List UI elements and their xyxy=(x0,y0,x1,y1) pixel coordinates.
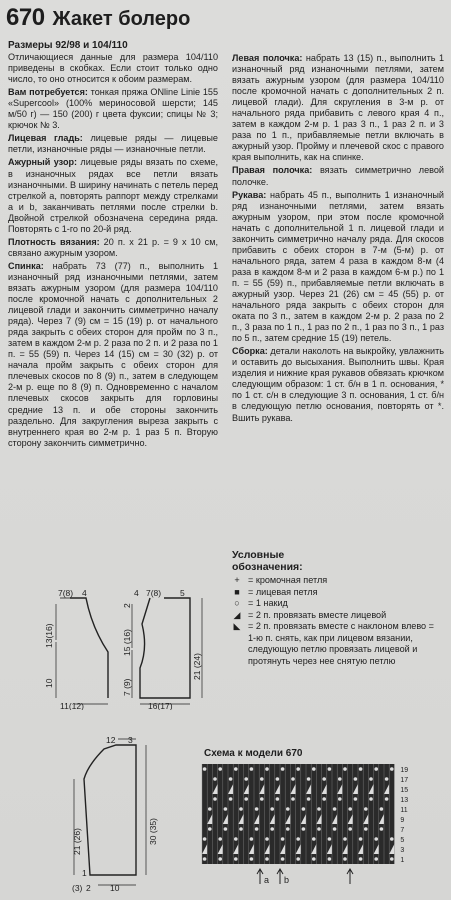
chart-yarn-over xyxy=(385,777,389,781)
legend-text: = кромочная петля xyxy=(248,575,328,585)
legend-text: = лицевая петля xyxy=(248,586,318,597)
chart-row-number: 19 xyxy=(400,767,409,774)
chart-yarn-over xyxy=(312,837,316,841)
chart-yarn-over xyxy=(265,857,269,861)
knitting-chart xyxy=(200,762,422,890)
chart-yarn-over xyxy=(244,797,248,801)
chart-row-number: 17 xyxy=(400,777,409,784)
article-header xyxy=(6,4,190,30)
chart-yarn-over xyxy=(250,857,254,861)
label-front-neck: 4 xyxy=(134,588,139,598)
chart-yarn-over xyxy=(390,767,394,771)
chart-yarn-over xyxy=(312,857,316,861)
chart-yarn-over xyxy=(265,837,269,841)
legend-text: = 2 п. провязать вместе лицевой xyxy=(248,609,387,620)
chart-yarn-over xyxy=(244,777,248,781)
back-piece-outline xyxy=(70,598,108,698)
paragraph-body: набрать 13 (15) п., выполнить 1 изнаночный ряд изнаночными петлями, затем вязать ажурным узором (для размера 104/110 после кромочной начать с дополнительных 2 п. лицевой глади). Для скругления в 3-м р. от начального ряда прибавить с левого края 4 п., затем в каждом 2-м р. 1 раз 3 п., 1 раз 2 п. и 3 раза по 1 п., прибавляемые петли включать в ажурный узор. Пройму и плечевой скос с правого края выполнить, как на спинке. xyxy=(232,53,445,163)
legend-item xyxy=(232,587,444,599)
label-back-height-lower: 10 xyxy=(44,678,54,688)
legend-symbol: ○ xyxy=(234,598,240,608)
chart-yarn-over xyxy=(302,807,306,811)
paragraph-lead: Рукава: xyxy=(232,189,267,200)
legend-symbol: ◢ xyxy=(233,609,241,620)
chart-yarn-over xyxy=(213,797,217,801)
chart-yarn-over xyxy=(224,807,228,811)
chart-row-number: 5 xyxy=(400,837,405,844)
paragraph-lead: Лицевая гладь: xyxy=(8,133,83,144)
label-sleeve-width: 10 xyxy=(110,883,120,893)
chart-row-number: 1 xyxy=(400,857,405,864)
chart-yarn-over xyxy=(333,807,337,811)
chart-yarn-over xyxy=(234,837,238,841)
legend-item xyxy=(232,621,444,667)
chart-row-number: 11 xyxy=(400,807,408,814)
chart-yarn-over xyxy=(364,807,368,811)
model-number: 670 xyxy=(6,4,45,31)
chart-yarn-over xyxy=(291,777,295,781)
chart-yarn-over xyxy=(296,837,300,841)
chart-yarn-over xyxy=(359,837,363,841)
legend-text: = 2 п. провязать вместе с наклоном влево = 1-ю п. снять, как при лицевом вязании, следующую петлю провязать лицевой и протянуть через нее снятую петлю xyxy=(248,621,434,666)
chart-yarn-over xyxy=(203,837,207,841)
legend xyxy=(232,549,444,667)
legend-title-line1: Условные xyxy=(232,549,285,561)
label-sleeve-bottom-a: (3) xyxy=(72,883,83,893)
chart-yarn-over xyxy=(270,827,274,831)
chart-yarn-over xyxy=(203,767,207,771)
paragraph-body: вязать симметрично левой полочке. xyxy=(232,165,444,187)
paragraph-body: детали наколоть на выкройку, увлажнить и оставить до высыхания. Выполнить швы. Края изделия и нижние края рукавов обвязать крючком следующим образом: 1 ст. б/н в 1 п. основания, * по 1 ст. с/н в следующие 3 п. основания, 1 ст. б/н в следующую петлю основания, повторять от *. Вшить рукава. xyxy=(232,346,445,423)
paragraph xyxy=(232,346,444,423)
chart-yarn-over xyxy=(348,807,352,811)
chart-yarn-over xyxy=(255,807,259,811)
legend-item xyxy=(232,575,444,587)
chart-yarn-over xyxy=(229,797,233,801)
label-front-shoulder: 7(8) xyxy=(146,588,162,598)
chart-yarn-over xyxy=(374,837,378,841)
sleeve-outline xyxy=(84,745,136,875)
chart-yarn-over xyxy=(343,857,347,861)
label-front-lower: 7 (9) xyxy=(122,678,132,696)
chart-arrow-label: b xyxy=(284,875,290,885)
chart-yarn-over xyxy=(328,837,332,841)
chart-yarn-over xyxy=(312,767,316,771)
chart-yarn-over xyxy=(260,797,264,801)
chart-yarn-over xyxy=(328,767,332,771)
paragraph-body: набрать 45 п., выполнить 1 изнаночный ряд изнаночными петлями, затем вязать ажурным узором, при этом после кромочной начать с дополнительной 1 п. лицевой глади и закончить симметрично началу ряда. Для скосов прибавить с обеих сторон в 7-м (5-м) р. от начального ряда, затем 4 раза в каждом 8-м (4 раза в каждом 8-м и 2 раза в каждом 6-м р.) по 1 п. = 55 (59) п., прибавляемые петли включать в ажурный узор. Через 21 (26) см = 45 (55) р. от начального ряда закрыть с обеих сторон для оката по 3 п., затем в каждом 2-м р. 2 раза по 2 п., 3 раза по 1 п., 1 раз по 2 п., 1 раз по 3 п., 1 раз по 5 п., затем средние 15 (19) петель. xyxy=(232,189,444,344)
legend-symbol: + xyxy=(234,575,240,585)
chart-yarn-over xyxy=(239,807,243,811)
chart-yarn-over xyxy=(307,777,311,781)
chart-repeat-arrow xyxy=(257,869,263,884)
chart-yarn-over xyxy=(276,797,280,801)
paragraph xyxy=(8,133,218,155)
paragraph-body: лицевые ряды вязать по схеме, в изнаночных рядах все петли вязать изнаночными. В ширину начинать с петель перед стрелкой а, повторять раппорт между стрелками а и b, заканчивать петлями после стрелки b. Двойной стрелкой обозначена середина ряда. Повторять с 1-го по 20-й ряд. xyxy=(8,157,218,234)
chart-yarn-over xyxy=(359,767,363,771)
label-front-top: 5 xyxy=(180,588,185,598)
legend-text: = 1 накид xyxy=(248,598,288,608)
chart-row-number: 13 xyxy=(400,797,409,804)
chart-yarn-over xyxy=(276,777,280,781)
paragraph-body: тонкая пряжа ONline Linie 155 «Supercool» (100% мериносовой шерсти; 145 м/50 г) — 150 (200) г цвета фуксии; спицы № 3; крючок № 3. xyxy=(8,87,219,131)
chart-yarn-over xyxy=(281,837,285,841)
chart-row-number: 3 xyxy=(400,847,405,854)
chart-yarn-over xyxy=(218,857,222,861)
chart-yarn-over xyxy=(328,857,332,861)
label-sleeve-side: 21 (26) xyxy=(72,828,82,855)
sizes-heading: Размеры 92/98 и 104/110 xyxy=(8,40,128,51)
chart-yarn-over xyxy=(369,777,373,781)
paragraph-body: 20 п. х 21 р. = 9 х 10 см, связано ажурным узором. xyxy=(8,236,218,258)
chart-yarn-over xyxy=(390,857,394,861)
label-front-height: 21 (24) xyxy=(192,653,202,680)
chart-yarn-over xyxy=(322,777,326,781)
chart-yarn-over xyxy=(359,857,363,861)
paragraph-lead: Левая полочка: xyxy=(232,53,303,63)
chart-yarn-over xyxy=(354,797,358,801)
paragraph-lead: Спинка: xyxy=(8,260,44,271)
paragraph-lead: Сборка: xyxy=(232,346,268,357)
label-sleeve-bottom-b: 2 xyxy=(86,883,91,893)
chart-yarn-over xyxy=(224,827,228,831)
chart-yarn-over xyxy=(286,807,290,811)
article-title: Жакет болеро xyxy=(52,8,191,30)
chart-yarn-over xyxy=(255,827,259,831)
label-sleeve-top2: 3 xyxy=(128,735,133,745)
chart-yarn-over xyxy=(213,777,217,781)
chart-yarn-over xyxy=(260,777,264,781)
paragraph-lead: Плотность вязания: xyxy=(8,236,100,247)
chart-yarn-over xyxy=(218,837,222,841)
paragraph-lead: Ажурный узор: xyxy=(8,157,78,168)
chart-yarn-over xyxy=(374,767,378,771)
chart-yarn-over xyxy=(385,797,389,801)
paragraph-lead: Правая полочка: xyxy=(232,165,313,176)
chart-yarn-over xyxy=(270,807,274,811)
chart-yarn-over xyxy=(354,777,358,781)
chart-yarn-over xyxy=(281,767,285,771)
sleeve-pattern-drawing xyxy=(70,735,180,893)
paragraph xyxy=(232,165,444,187)
schema-title: Схема к модели 670 xyxy=(204,748,303,759)
paragraph-body: Отличающиеся данные для размера 104/110 приведены в скобках. Если стоит только одно число, то оно относится к обоим размерам. xyxy=(8,52,218,85)
label-sleeve-height: 30 (35) xyxy=(148,818,158,845)
label-sleeve-top: 12 xyxy=(106,735,116,745)
paragraph xyxy=(8,52,218,85)
chart-yarn-over xyxy=(369,797,373,801)
chart-yarn-over xyxy=(296,857,300,861)
paragraph xyxy=(8,87,218,131)
chart-yarn-over xyxy=(265,767,269,771)
back-front-pattern-drawing xyxy=(22,588,222,710)
chart-yarn-over xyxy=(208,827,212,831)
label-back-shoulder: 7(8) xyxy=(58,588,74,598)
paragraph xyxy=(8,157,218,234)
chart-yarn-over xyxy=(343,837,347,841)
chart-yarn-over xyxy=(338,797,342,801)
paragraph xyxy=(8,261,218,449)
paragraph xyxy=(232,190,444,345)
chart-yarn-over xyxy=(374,857,378,861)
legend-item xyxy=(232,598,444,610)
chart-yarn-over xyxy=(291,797,295,801)
label-front-width: 16(17) xyxy=(148,701,173,710)
legend-item xyxy=(232,610,444,622)
chart-yarn-over xyxy=(239,827,243,831)
chart-yarn-over xyxy=(302,827,306,831)
chart-yarn-over xyxy=(348,827,352,831)
legend-items xyxy=(232,575,444,667)
chart-yarn-over xyxy=(343,767,347,771)
chart-repeat-arrow xyxy=(347,869,353,884)
chart-yarn-over xyxy=(208,807,212,811)
chart-repeat-arrow xyxy=(277,869,283,884)
paragraph-lead: Вам потребуется: xyxy=(8,87,88,98)
chart-yarn-over xyxy=(234,857,238,861)
label-back-neck: 4 xyxy=(82,588,87,598)
chart-yarn-over xyxy=(364,827,368,831)
label-sleeve-corner: 1 xyxy=(82,868,87,878)
chart-yarn-over xyxy=(250,767,254,771)
paragraph-body: лицевые ряды — лицевые петли, изнаночные ряды — изнаночные петли. xyxy=(8,133,218,155)
chart-yarn-over xyxy=(281,857,285,861)
chart-yarn-over xyxy=(218,767,222,771)
chart-yarn-over xyxy=(234,767,238,771)
paragraph-body: набрать 73 (77) п., выполнить 1 изнаночный ряд изнаночными петлями, затем вязать ажурным узором (для размера 104/110 после кромочной начать с дополнительных 2 лицевой глади и закончить симметрично началу ряда). Через 7 (9) см = 15 (19) р. от начального ряда закрыть с обеих сторон для пройм по 3 п., затем в каждом 2-м р. 2 раза по 2 п. и 2 раза по 1 п. = 55 (59) п. Через 14 (15) см = 30 (32) р. от начала пройм закрыть с обеих сторон для плечевых скосов по 8 (9) п., затем в следующем 2-м р. еще по 8 (9) п. Одновременно с началом плечевых скосов закрыть для горловины средние 13 п. и обе стороны закончить раздельно. Для закругления выреза закрыть с внутреннего края во 2-м р. 1 раз 5 п. Вторую сторону закончить симметрично. xyxy=(8,260,218,448)
paragraph xyxy=(8,237,218,259)
chart-yarn-over xyxy=(296,767,300,771)
chart-row-number: 15 xyxy=(400,787,409,794)
chart-yarn-over xyxy=(380,827,384,831)
chart-yarn-over xyxy=(380,807,384,811)
chart-row-number: 9 xyxy=(400,817,405,824)
chart-yarn-over xyxy=(322,797,326,801)
chart-yarn-over xyxy=(317,807,321,811)
chart-yarn-over xyxy=(229,777,233,781)
left-text-column xyxy=(8,40,218,451)
label-back-armhole: 13(16) xyxy=(44,623,54,648)
legend-title xyxy=(232,549,444,573)
chart-yarn-over xyxy=(338,777,342,781)
chart-yarn-over xyxy=(317,827,321,831)
label-back-width: 11(12) xyxy=(60,701,84,710)
legend-symbol: ■ xyxy=(234,586,240,597)
chart-yarn-over xyxy=(333,827,337,831)
legend-title-line2: обозначения: xyxy=(232,561,303,573)
front-piece-outline xyxy=(140,598,190,698)
chart-arrow-label: a xyxy=(264,875,270,885)
chart-yarn-over xyxy=(390,837,394,841)
paragraph xyxy=(232,53,444,163)
label-front-armhole: 15 (16) xyxy=(122,629,132,656)
chart-yarn-over xyxy=(307,797,311,801)
right-text-column xyxy=(232,53,444,426)
chart-yarn-over xyxy=(286,827,290,831)
label-front-slope: 2 xyxy=(122,603,132,608)
chart-yarn-over xyxy=(250,837,254,841)
legend-symbol: ◣ xyxy=(233,621,241,631)
chart-row-number: 7 xyxy=(400,827,405,834)
chart-yarn-over xyxy=(203,857,207,861)
